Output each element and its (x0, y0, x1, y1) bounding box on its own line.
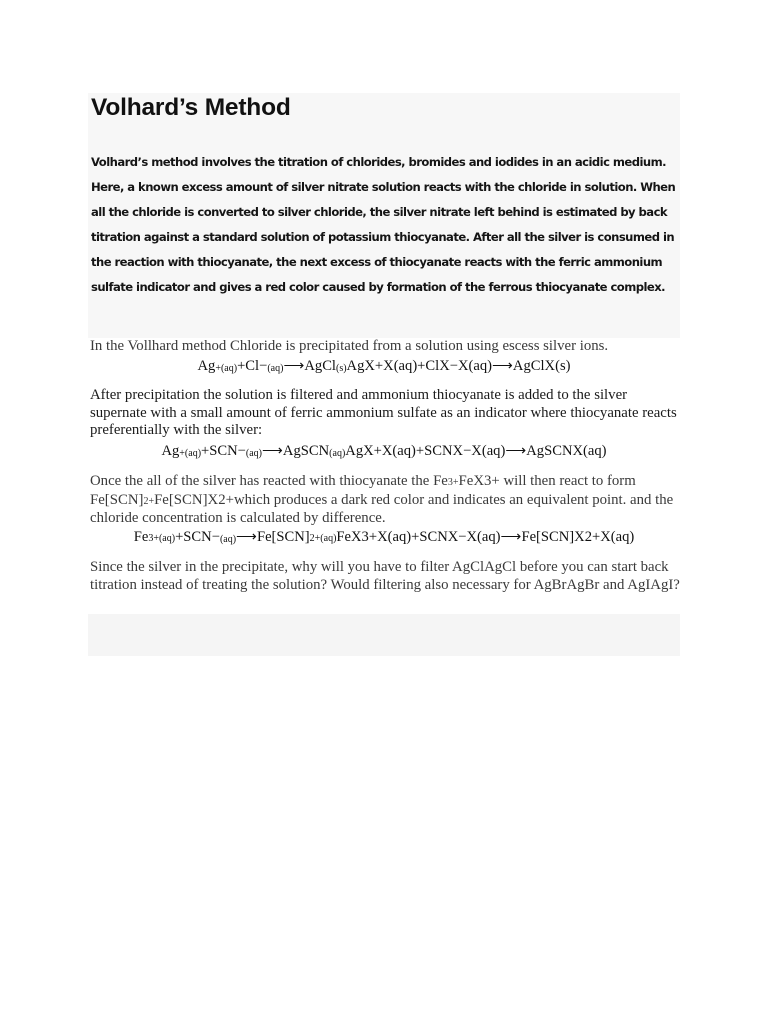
paragraph-endpoint: Once the all of the silver has reacted with thiocyanate the Fe3+FeX3+ will then react to form Fe[SCN]2+Fe[SCN]X2+which produces a dark red color and indicates an equivalent point. and the chloride concentration is calculated by difference. (90, 473, 674, 526)
equation-agcl: $Ag_{+(aq)}+Cl-_{(aq)}⟶AgCl_{(s)}AgX+X(aq)+ClX-X(aq)⟶AgClX(s)$ (197, 358, 571, 374)
intro-paragraph: Volhard’s method involves the titration of chlorides, bromides and iodides in an acidic medium. Here, a known excess amount of silver nitrate solution reacts with the chloride in solution. When all the chloride is converted to silver chloride, the silver nitrate left behind is estimated by back titration against a standard solution of potassium thiocyanate. After all the silver is consumed in the reaction with thiocyanate, the next excess of thiocyanate reacts with the ferric ammonium sulfate indicator and gives a red color caused by formation of the ferrous thiocyanate complex. (91, 155, 676, 294)
equation-agscn: $Ag_{+(aq)}+SCN-_{(aq)}⟶AgSCN_{(aq)}AgX+X(aq)+SCNX-X(aq)⟶AgSCNX(aq)$ (161, 443, 607, 459)
equation-fescn: $Fe3+(aq)+SCN-_{(aq)}⟶Fe[SCN]2+(aq)FeX3+X(aq)+SCNX-X(aq)⟶Fe[SCN]X2+X(aq)$ (133, 529, 635, 545)
paragraph-question: Since the silver in the precipitate, why will you have to filter AgClAgCl before you can start back titration instead of treating the solution? Would filtering also necessary for AgBrAgBr and AgIAgI? (90, 559, 680, 593)
paragraph-precipitation: In the Vollhard method Chloride is precipitated from a solution using escess silver ions. (90, 338, 609, 354)
footer-background (88, 614, 680, 656)
paragraph-filtering: After precipitation the solution is filtered and ammonium thiocyanate is added to the silver supernate with a small amount of ferric ammonium sulfate as an indicator where thiocyanate reacts preferentially with the silver: (90, 387, 677, 438)
page-title: Volhard’s Method (91, 94, 291, 121)
